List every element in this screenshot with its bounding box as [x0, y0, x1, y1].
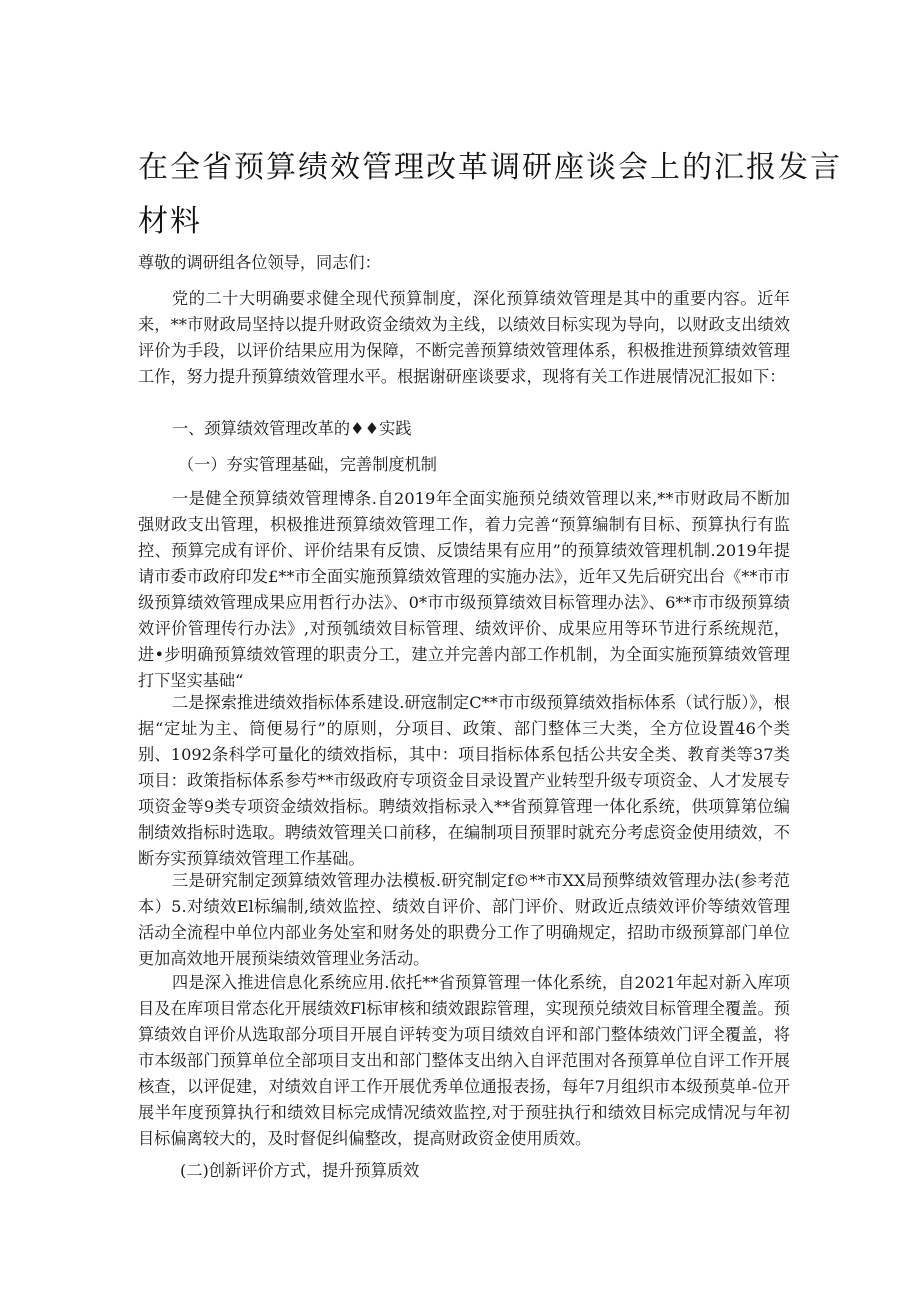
intro-text: 党的二十大明确要求健全现代预算制度，深化预算绩效管理是其中的重要内容。近年来，**市财政局坚持以提升财政资金绩效为主线，以绩效目标实现为导向，以财政支出绩效评价为手段，以评价结果应用为保障，不断完善预算绩效管理体系，积极推进预算绩效管理工作，努力提升预算绩效管理水平。根据谢研座谈要求，现将有关工作进展情况汇报如下： [138, 289, 790, 386]
salutation: 尊敬的调研组各位领导，同志们： [138, 253, 381, 272]
document-title-line-2: 材料 [138, 204, 202, 239]
paragraph-2-text: 二是探索推进绩效指标体系建设.研寇制定C**市市级预算绩效指标体系（试行版）》，根据“定址为主、筒便易行”的原则，分项目、政策、部门整体三大类，全方位设置46个类别、1092条科学可量化的绩效指标，其中：项目指标体系包括公共安全类、教育类等37类项目：政策指标体系参芍**市级政府专项资金目录设置产业转型升级专项资金、人才发展专项资金等9类专项资金绩效指标。聘绩效指标录入**省预算管理一体化系统，供项算第位编制绩效指标时选取。聘绩效管理关口前移，在编制项目预罪时就充分考虑资金使用绩效，不断夯实预算绩效管理工作基础。 [138, 693, 790, 868]
section-1-heading: 一、颈算绩效管理改革的♦♦实践 [172, 419, 412, 438]
paragraph-4-text: 四是深入推进信息化系统应用.依托**省预算管理一体化系统，自2021年起对新入库项目及在库项目常态化开展绩效Fl标审核和绩效跟踪管理，实现预兑绩效目标管理全覆盖。预算绩效自评价从选取部分项目开展自评转变为项目绩效自评和部门整体绩效门评全覆盖，将市本级部门预算单位全部项目支出和部门整体支出纳入自评范围对各预算单位自评工作开展核查，以评促建，对绩效自评工作开展优秀单位通报表扬，每年7月组织市本级预莫单-位开展半年度预算执行和绩效目标完成情况绩效监控,对于预驻执行和绩效目标完成情况与年初目标偏离较大的，及时督促纠偏整改，提高财政资金使用质效。 [138, 973, 790, 1148]
intro-paragraph [138, 286, 790, 390]
paragraph-1-text: 一是健全预算绩效管理博条.自2019年全面实施预兑绩效管理以来,**市财政局不断加强财政支出管理，枳极推进预算绩效管理工作，着力完善“预算编制有目标、预算执行有监控、预算完成有评价、评价结果有反馈、反馈结果有应用”的预算绩效管理机制.2019年提请市委市政府印发£**市全面实施预算绩效管理的实施办法》，近年又先后研究出台《**市市级预算绩效管理成果应用哲行办法》、0*市市级预算绩效目标管理办法》、6**市市级预算绩效评价管理传行办法》,对预瓠绩效目标管理、绩效评价、成果应用等环节进行系统规范，进•步明确预算绩效管理的职责分工，建立并完善内部工作机制，为全面实施预算绩效管理打下坚实基础“ [138, 489, 790, 690]
paragraph-1 [138, 486, 790, 694]
document-title-line-1: 在全省预算绩效管理改革调研座谈会上的汇报发言 [138, 150, 842, 185]
paragraph-4 [138, 970, 790, 1152]
paragraph-2 [138, 690, 790, 872]
paragraph-3 [138, 868, 790, 972]
subsection-2-heading: (二)创新评价方式，提升预算质效 [180, 1161, 420, 1180]
paragraph-3-text: 三是研究制定颈算绩效管理办法模板.研究制定f©**市XX局预弊绩效管理办法(参考范本）5.对绩效El标编制,绩效监控、绩效自评价、部门评价、财政近点绩效评价等绩效管理活动全流程中单位内部业务处室和财务处的职费分工作了明确规定，招助市级预算部门单位更加高效地开展预柒绩效管理业务活动。 [138, 871, 790, 968]
subsection-1-heading: （一）夯实管理基础，完善制度机制 [178, 455, 437, 474]
